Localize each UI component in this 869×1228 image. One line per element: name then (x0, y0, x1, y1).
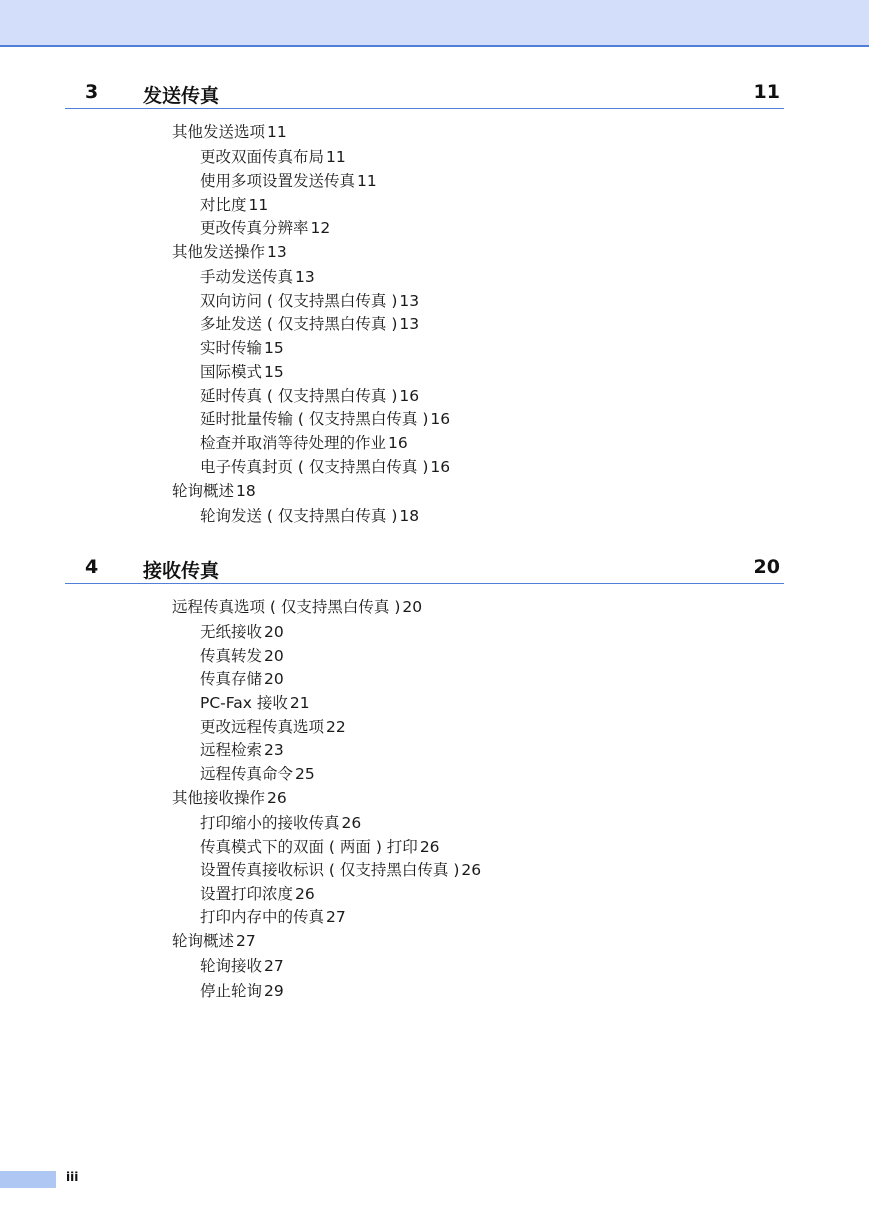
toc-entry-page: 15 (264, 339, 284, 357)
toc-entry-page: 26 (419, 838, 440, 856)
toc-entry-label: 其他接收操作 (172, 789, 266, 807)
toc-entry-page: 20 (402, 598, 423, 616)
toc-entry-page: 20 (264, 623, 284, 641)
toc-entry-label: 其他发送操作 (172, 243, 266, 261)
toc-entry-label: 延时传真 ( 仅支持黑白传真 ) (200, 387, 398, 405)
toc-entry-label: 延时批量传输 ( 仅支持黑白传真 ) (200, 410, 429, 428)
chapter-heading (65, 80, 784, 109)
toc-entry-page: 26 (341, 814, 362, 832)
toc-entry-page: 26 (267, 789, 287, 807)
toc-entry-page: 20 (264, 670, 284, 688)
toc-entry-label: 轮询概述 (172, 932, 235, 950)
toc-entry-label: 传真存储 (200, 670, 263, 688)
toc-entry-label: 多址发送 ( 仅支持黑白传真 ) (200, 315, 398, 333)
chapter-number: 4 (85, 556, 99, 578)
toc-entry-page: 21 (289, 694, 310, 712)
toc-entry-page: 13 (295, 268, 315, 286)
toc-entry-page: 16 (430, 458, 451, 476)
toc-entry-page: 13 (267, 243, 287, 261)
footer-band (0, 1171, 56, 1188)
toc-entry-label: 对比度 (200, 196, 247, 214)
toc-entry-page: 25 (295, 765, 315, 783)
toc-entry-page: 13 (399, 292, 420, 310)
toc-entry-page: 16 (430, 410, 451, 428)
toc-entry-label: 打印内存中的传真 (200, 908, 325, 926)
toc-entry-page: 27 (236, 932, 256, 950)
chapter-page: 11 (753, 81, 780, 103)
toc-entry-label: 停止轮询 (200, 982, 263, 1000)
toc-entry-page: 23 (264, 741, 284, 759)
toc-entry-page: 11 (248, 196, 269, 214)
chapter-title: 发送传真 (143, 85, 220, 107)
chapter-number: 3 (85, 81, 99, 103)
toc-entry-page: 29 (264, 982, 284, 1000)
toc-entry-label: 设置打印浓度 (200, 885, 294, 903)
chapter-heading (65, 555, 784, 584)
toc-entry-label: PC-Fax 接收 (200, 694, 288, 712)
toc-entry-page: 11 (326, 148, 346, 166)
toc-entry-label: 无纸接收 (200, 623, 263, 641)
chapter-title: 接收传真 (143, 560, 220, 582)
toc-entry-label: 使用多项设置发送传真 (200, 172, 356, 190)
toc-entry-label: 双向访问 ( 仅支持黑白传真 ) (200, 292, 398, 310)
toc-entry-page: 16 (399, 387, 420, 405)
footer-page-number: iii (66, 1170, 79, 1184)
toc-entry-page: 18 (399, 507, 420, 525)
toc-entry-page: 12 (310, 219, 331, 237)
toc-entry-label: 电子传真封页 ( 仅支持黑白传真 ) (200, 458, 429, 476)
toc-entry-page: 27 (264, 957, 284, 975)
toc-entry-page: 20 (264, 647, 284, 665)
toc-entry-page: 15 (264, 363, 284, 381)
toc-entry-label: 实时传输 (200, 339, 263, 357)
toc-entry-label: 国际模式 (200, 363, 263, 381)
toc-entry-label: 手动发送传真 (200, 268, 294, 286)
page-header-band (0, 0, 869, 47)
toc-entry-page: 27 (326, 908, 346, 926)
toc-entry-label: 轮询概述 (172, 482, 235, 500)
toc-entry-label: 更改远程传真选项 (200, 718, 325, 736)
toc-entry-label: 远程传真命令 (200, 765, 294, 783)
toc-entry-page: 11 (267, 123, 287, 141)
chapter-page: 20 (753, 556, 780, 578)
toc-entry-page: 26 (295, 885, 315, 903)
toc-entry-label: 远程传真选项 ( 仅支持黑白传真 ) (172, 598, 401, 616)
toc-entry-label: 设置传真接收标识 ( 仅支持黑白传真 ) (200, 861, 460, 879)
toc-entry-label: 轮询接收 (200, 957, 263, 975)
toc-entry-label: 传真模式下的双面 ( 两面 ) 打印 (200, 838, 418, 856)
toc-entry-page: 11 (357, 172, 377, 190)
toc-entry-page: 13 (399, 315, 420, 333)
toc-entry-label: 更改双面传真布局 (200, 148, 325, 166)
toc-entry-page: 16 (388, 434, 408, 452)
toc-entry-label: 远程检索 (200, 741, 263, 759)
toc-entry-label: 轮询发送 ( 仅支持黑白传真 ) (200, 507, 398, 525)
toc-entry-label: 更改传真分辨率 (200, 219, 309, 237)
toc-entry-page: 26 (461, 861, 482, 879)
toc-entry-label: 其他发送选项 (172, 123, 266, 141)
toc-entry-page: 18 (236, 482, 256, 500)
toc-entry-page: 22 (326, 718, 346, 736)
toc-entry-label: 传真转发 (200, 647, 263, 665)
toc-entry-label: 检查并取消等待处理的作业 (200, 434, 387, 452)
toc-entry-label: 打印缩小的接收传真 (200, 814, 340, 832)
